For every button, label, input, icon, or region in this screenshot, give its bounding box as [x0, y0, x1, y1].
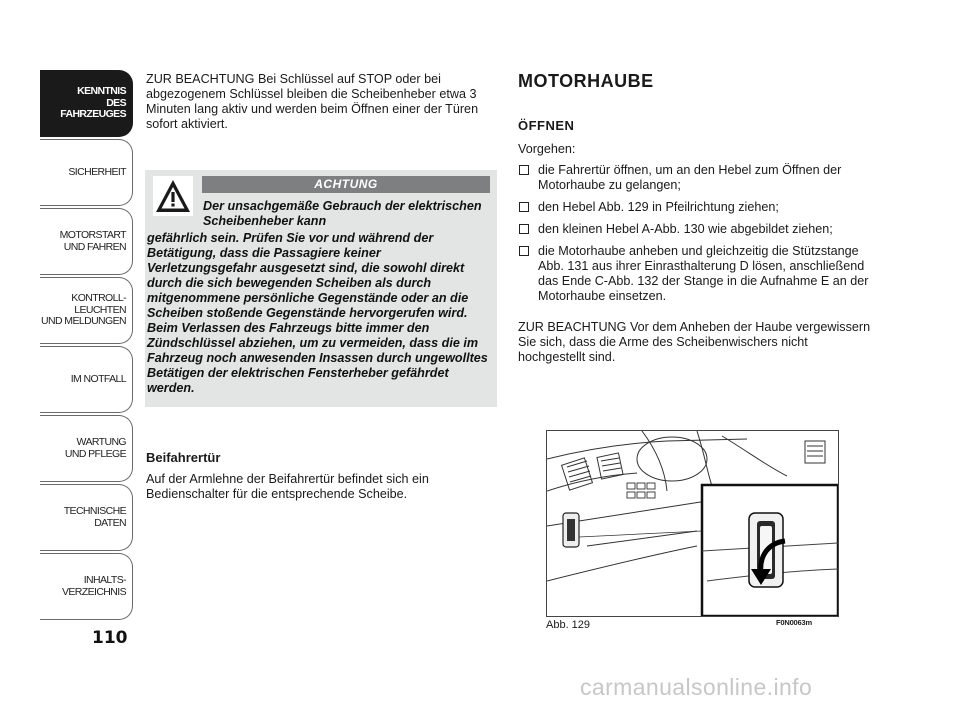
- tab-inhaltsverzeichnis[interactable]: INHALTS- VERZEICHNIS: [40, 553, 133, 620]
- tab-sicherheit[interactable]: SICHERHEIT: [40, 139, 133, 206]
- beifahrertuer-heading: Beifahrertür: [146, 450, 221, 465]
- procedure-intro: Vorgehen:: [518, 142, 576, 156]
- page-number: 110: [92, 628, 128, 648]
- step-text: die Motorhaube anheben und gleichzeitig die Stützstange Abb. 131 aus ihrer Einrasthalterung D lösen, anschließend das Ende C-Abb. 132 der Stange in die Aufnahme E an der Motorhaube einsetzen.: [538, 244, 869, 303]
- tab-im-notfall[interactable]: IM NOTFALL: [40, 346, 133, 413]
- warning-title: ACHTUNG: [202, 176, 490, 193]
- tab-kontrollleuchten[interactable]: KONTROLL- LEUCHTEN UND MELDUNGEN: [40, 277, 133, 344]
- tab-technische-daten[interactable]: TECHNISCHE DATEN: [40, 484, 133, 551]
- checkbox-bullet-icon: [519, 246, 529, 256]
- step-text: den Hebel Abb. 129 in Pfeilrichtung ziehen;: [538, 200, 779, 214]
- figure-caption: Abb. 129: [546, 619, 591, 631]
- side-tab-navigation: [40, 70, 133, 622]
- beifahrertuer-paragraph: Auf der Armlehne der Beifahrertür befindet sich ein Bedienschalter für die entsprechende Scheibe.: [146, 472, 429, 501]
- note-scheibenheber: ZUR BEACHTUNG Bei Schlüssel auf STOP oder bei abgezogenem Schlüssel bleiben die Scheibenheber etwa 3 Minuten lang aktiv und werden beim Öffnen einer der Türen sofort aktiviert.: [146, 72, 479, 131]
- list-item: [518, 163, 878, 193]
- warning-text-body: gefährlich sein. Prüfen Sie vor und während der Betätigung, dass die Passagiere keiner Verletzungsgefahr ausgesetzt sind, die sowohl direkt durch die sich bewegenden Scheiben als durch mitgenommene persönliche Gegenstände oder an die Scheiben stoßende Gegenstände hervorgerufen wird. Beim Verlassen des Fahrzeugs bitte immer den Zündschlüssel abziehen, um zu vermeiden, dass die im Fahrzeug noch anwesenden Insassen durch ungewolltes Betätigen der elektrischen Fensterheber gefährdet werden.: [147, 231, 488, 395]
- warning-triangle-icon: [153, 176, 193, 216]
- checkbox-bullet-icon: [519, 224, 529, 234]
- checkbox-bullet-icon: [519, 165, 529, 175]
- procedure-steps: [518, 163, 878, 311]
- figure-hood-release-lever: [546, 430, 839, 617]
- checkbox-bullet-icon: [519, 202, 529, 212]
- watermark: carmanualsonline.info: [580, 674, 813, 700]
- step-text: den kleinen Hebel A-Abb. 130 wie abgebildet ziehen;: [538, 222, 833, 236]
- warning-text-intro: Der unsachgemäße Gebrauch der elektrischen Scheibenheber kann: [203, 199, 482, 228]
- note-scheibenwischer: ZUR BEACHTUNG Vor dem Anheben der Haube vergewissern Sie sich, dass die Arme des Scheibenwischers nicht hochgestellt sind.: [518, 320, 871, 364]
- tab-wartung-und-pflege[interactable]: WARTUNG UND PFLEGE: [40, 415, 133, 482]
- section-subheading: ÖFFNEN: [518, 118, 575, 133]
- tab-kenntnis-des-fahrzeuges[interactable]: KENNTNIS DES FAHRZEUGES: [40, 70, 133, 137]
- section-heading: MOTORHAUBE: [518, 71, 654, 91]
- tab-motorstart-und-fahren[interactable]: MOTORSTART UND FAHREN: [40, 208, 133, 275]
- figure-code: F0N0063m: [776, 618, 812, 627]
- list-item: [518, 222, 878, 237]
- list-item: [518, 244, 878, 304]
- dashboard-illustration: [547, 431, 838, 616]
- list-item: [518, 200, 878, 215]
- step-text: die Fahrertür öffnen, um an den Hebel zum Öffnen der Motorhaube zu gelangen;: [538, 163, 842, 192]
